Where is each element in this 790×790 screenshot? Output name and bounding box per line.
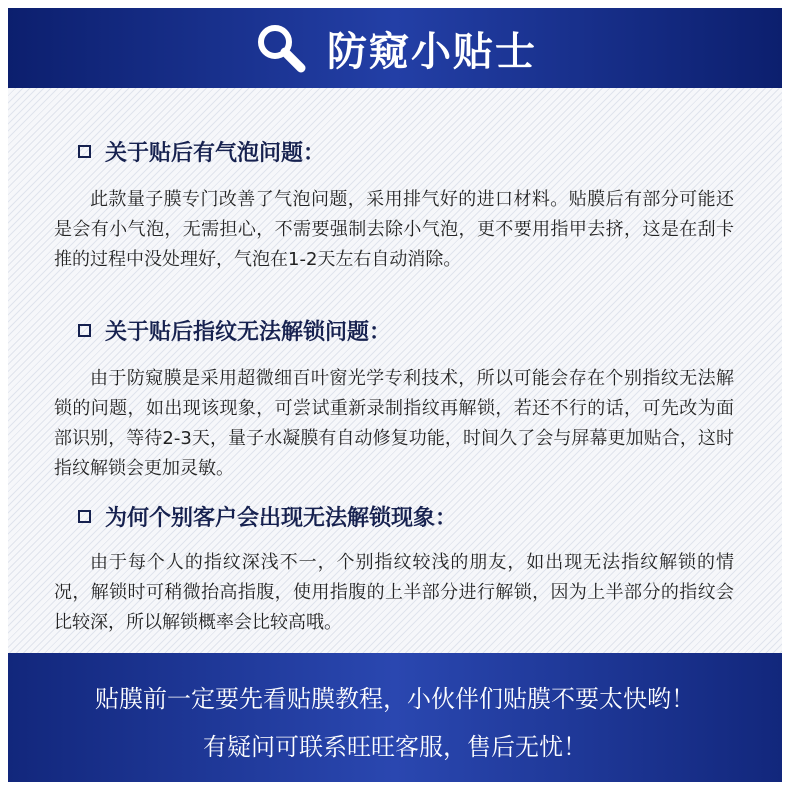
section-heading-bubbles [78,136,325,167]
bullet-square-icon [78,145,91,158]
section-heading-text: 为何个别客户会出现无法解锁现象： [105,506,458,531]
section-heading-text: 关于贴后指纹无法解锁问题： [105,320,392,345]
section-heading-unlock [78,501,457,532]
section-body-fingerprint: 由于防窥膜是采用超微细百叶窗光学专利技术，所以可能会存在个别指纹无法解锁的问题，如出现该现象，可尝试重新录制指纹再解锁，若还不行的话，可先改为面部识别，等待2-3天，量子水凝膜有自动修复功能，时间久了会与屏幕更加贴合，这时指纹解锁会更加灵敏。 [54,368,734,479]
page-title: 防窥小贴士 [327,28,537,75]
tips-content [8,88,782,653]
page-header [8,8,782,88]
footer-banner [8,653,782,782]
search-icon [253,20,309,76]
section-heading-fingerprint [78,315,391,346]
footer-line-2: 有疑问可联系旺旺客服，售后无忧！ [203,733,587,761]
section-body-bubbles: 此款量子膜专门改善了气泡问题，采用排气好的进口材料。贴膜后有部分可能还是会有小气泡，无需担心，不需要强制去除小气泡，更不要用指甲去挤，这是在刮卡推的过程中没处理好，气泡在1-2天左右自动消除。 [54,189,734,270]
section-heading-text: 关于贴后有气泡问题： [105,141,326,166]
bullet-square-icon [78,510,91,523]
bullet-square-icon [78,324,91,337]
footer-line-1: 贴膜前一定要先看贴膜教程，小伙伴们贴膜不要太快哟！ [95,685,695,713]
section-body-unlock: 由于每个人的指纹深浅不一，个别指纹较浅的朋友，如出现无法指纹解锁的情况，解锁时可稍微抬高指腹，使用指腹的上半部分进行解锁，因为上半部分的指纹会比较深，所以解锁概率会比较高哦。 [54,552,734,633]
